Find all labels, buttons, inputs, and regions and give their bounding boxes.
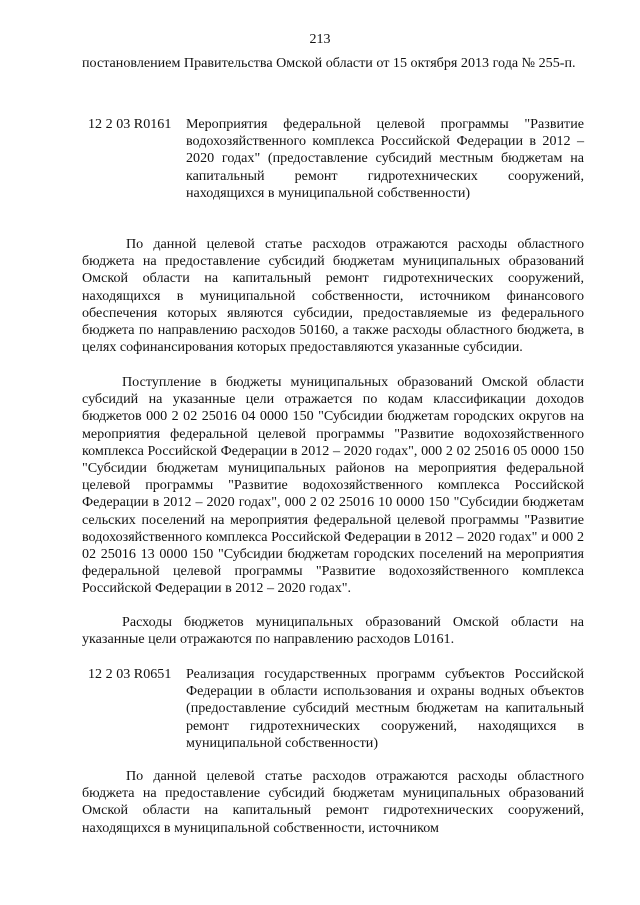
section-title: Мероприятия федеральной целевой программы "Развитие водохозяйственного комплекса Российской Федерации в 2012 – 2020 годах" (предоставление субсидий местным бюджетам на капитальный ремонт гидротехнических сооружений, находящихся в муниципальной собственности) — [186, 116, 584, 201]
section-code: 12 2 03 R0161 — [88, 116, 172, 132]
page-number: 213 — [309, 32, 331, 47]
section-code: 12 2 03 R0651 — [88, 666, 172, 682]
body-paragraph: Расходы бюджетов муниципальных образований Омской области на указанные цели отражаются по направлению расходов L0161. — [82, 614, 584, 648]
body-paragraph: По данной целевой статье расходов отражаются расходы областного бюджета на предоставление субсидий бюджетам муниципальных образований Омской области на капитальный ремонт гидротехнических сооружений, находящихся в муниципальной собственности, источником — [82, 768, 584, 836]
intro-paragraph: постановлением Правительства Омской области от 15 октября 2013 года № 255-п. — [82, 55, 576, 71]
body-paragraph: Поступление в бюджеты муниципальных образований Омской области субсидий на указанные цели отражается по кодам классификации доходов бюджетов 000 2 02 25016 04 0000 150 "Субсидии бюджетам городских округов на мероприятия федеральной целевой программы "Развитие водохозяйственного комплекса Российской Федерации в 2012 – 2020 годах", 000 2 02 25016 05 0000 150 "Субсидии бюджетам муниципальных районов на мероприятия федеральной целевой программы "Развитие водохозяйственного комплекса Российской Федерации в 2012 – 2020 годах", 000 2 02 25016 10 0000 150 "Субсидии бюджетам сельских поселений на мероприятия федеральной целевой программы "Развитие водохозяйственного комплекса Российской Федерации в 2012 – 2020 годах" и 000 2 02 25016 13 0000 150 "Субсидии бюджетам городских поселений на мероприятия федеральной целевой программы "Развитие водохозяйственного комплекса Российской Федерации в 2012 – 2020 годах". — [82, 374, 584, 597]
section-title: Реализация государственных программ субъектов Российской Федерации в области использования и охраны водных объектов (предоставление субсидий местным бюджетам на капитальный ремонт гидротехнических сооружений, находящихся в муниципальной собственности) — [186, 666, 584, 751]
body-paragraph: По данной целевой статье расходов отражаются расходы областного бюджета на предоставление субсидий бюджетам муниципальных образований Омской области на капитальный ремонт гидротехнических сооружений, находящихся в муниципальной собственности, источником финансового обеспечения которых являются субсидии, предоставляемые из федерального бюджета по направлению расходов 50160, а также расходы областного бюджета, в целях софинансирования которых предоставляются указанные субсидии. — [82, 236, 584, 356]
